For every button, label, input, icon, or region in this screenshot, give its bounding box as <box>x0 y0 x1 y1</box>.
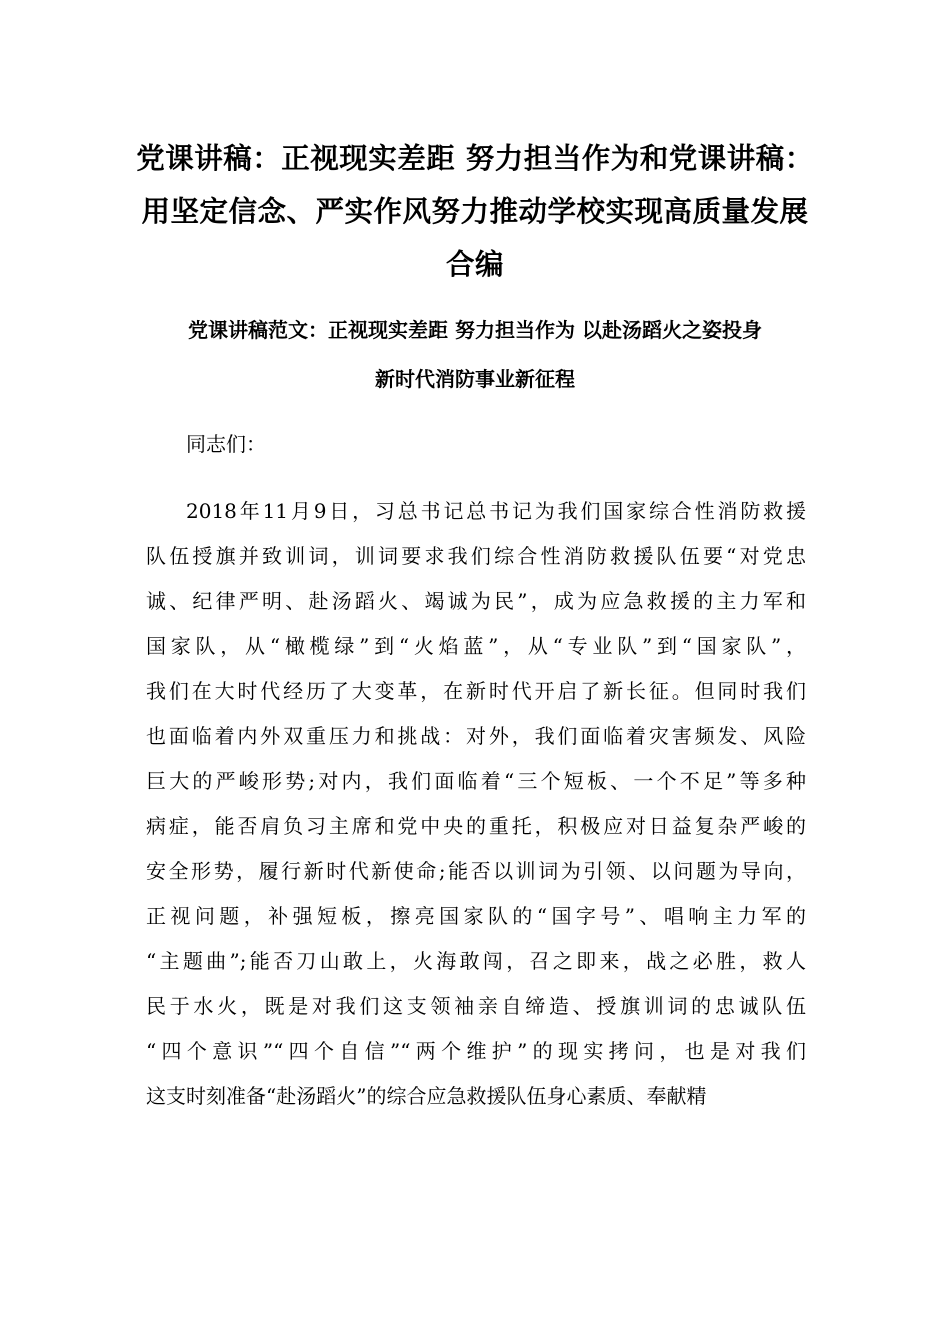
title-line: 用坚定信念、严实作风努力推动学校实现高质量发展 <box>141 195 809 228</box>
body-line: 病症，能否肩负习主席和党中央的重托，积极应对日益复杂严峻的 <box>146 814 806 838</box>
subtitle-line: 党课讲稿范文：正视现实差距 努力担当作为 以赴汤蹈火之姿投身 <box>188 318 762 342</box>
body-line: 民于水火，既是对我们这支领袖亲自缔造、授旗训词的忠诚队伍 <box>146 994 806 1018</box>
document-title <box>130 132 820 291</box>
body-line: 正视问题，补强短板，擦亮国家队的“国字号”、唱响主力军的 <box>146 904 806 928</box>
title-line: 党课讲稿：正视现实差距 努力担当作为和党课讲稿： <box>136 142 814 175</box>
subtitle-line: 新时代消防事业新征程 <box>375 367 575 391</box>
title-line: 合编 <box>445 248 504 281</box>
body-line: 诚、纪律严明、赴汤蹈火、竭诚为民”，成为应急救援的主力军和 <box>146 589 806 613</box>
body-line: 巨大的严峻形势;对内，我们面临着“三个短板、一个不足”等多种 <box>146 769 806 793</box>
document-subtitle <box>140 306 810 404</box>
salutation: 同志们： <box>186 432 266 456</box>
body-line: 安全形势，履行新时代新使命;能否以训词为引领、以问题为导向， <box>146 859 806 883</box>
body-line: 国家队，从“橄榄绿”到“火焰蓝”，从“专业队”到“国家队”， <box>146 634 806 658</box>
body-line: 2018年11月9日，习总书记总书记为我们国家综合性消防救援 <box>186 499 806 523</box>
body-line: “四个意识”“四个自信”“两个维护”的现实拷问，也是对我们 <box>146 1039 806 1063</box>
body-line: 队伍授旗并致训词，训词要求我们综合性消防救援队伍要“对党忠 <box>146 544 806 568</box>
body-line: 也面临着内外双重压力和挑战：对外，我们面临着灾害频发、风险 <box>146 724 806 748</box>
body-paragraph <box>146 489 806 1119</box>
body-line: 我们在大时代经历了大变革，在新时代开启了新长征。但同时我们 <box>146 679 806 703</box>
body-line: “主题曲”;能否刀山敢上，火海敢闯，召之即来，战之必胜，救人 <box>146 949 806 973</box>
body-line: 这支时刻准备“赴汤蹈火”的综合应急救援队伍身心素质、奉献精 <box>146 1084 707 1108</box>
